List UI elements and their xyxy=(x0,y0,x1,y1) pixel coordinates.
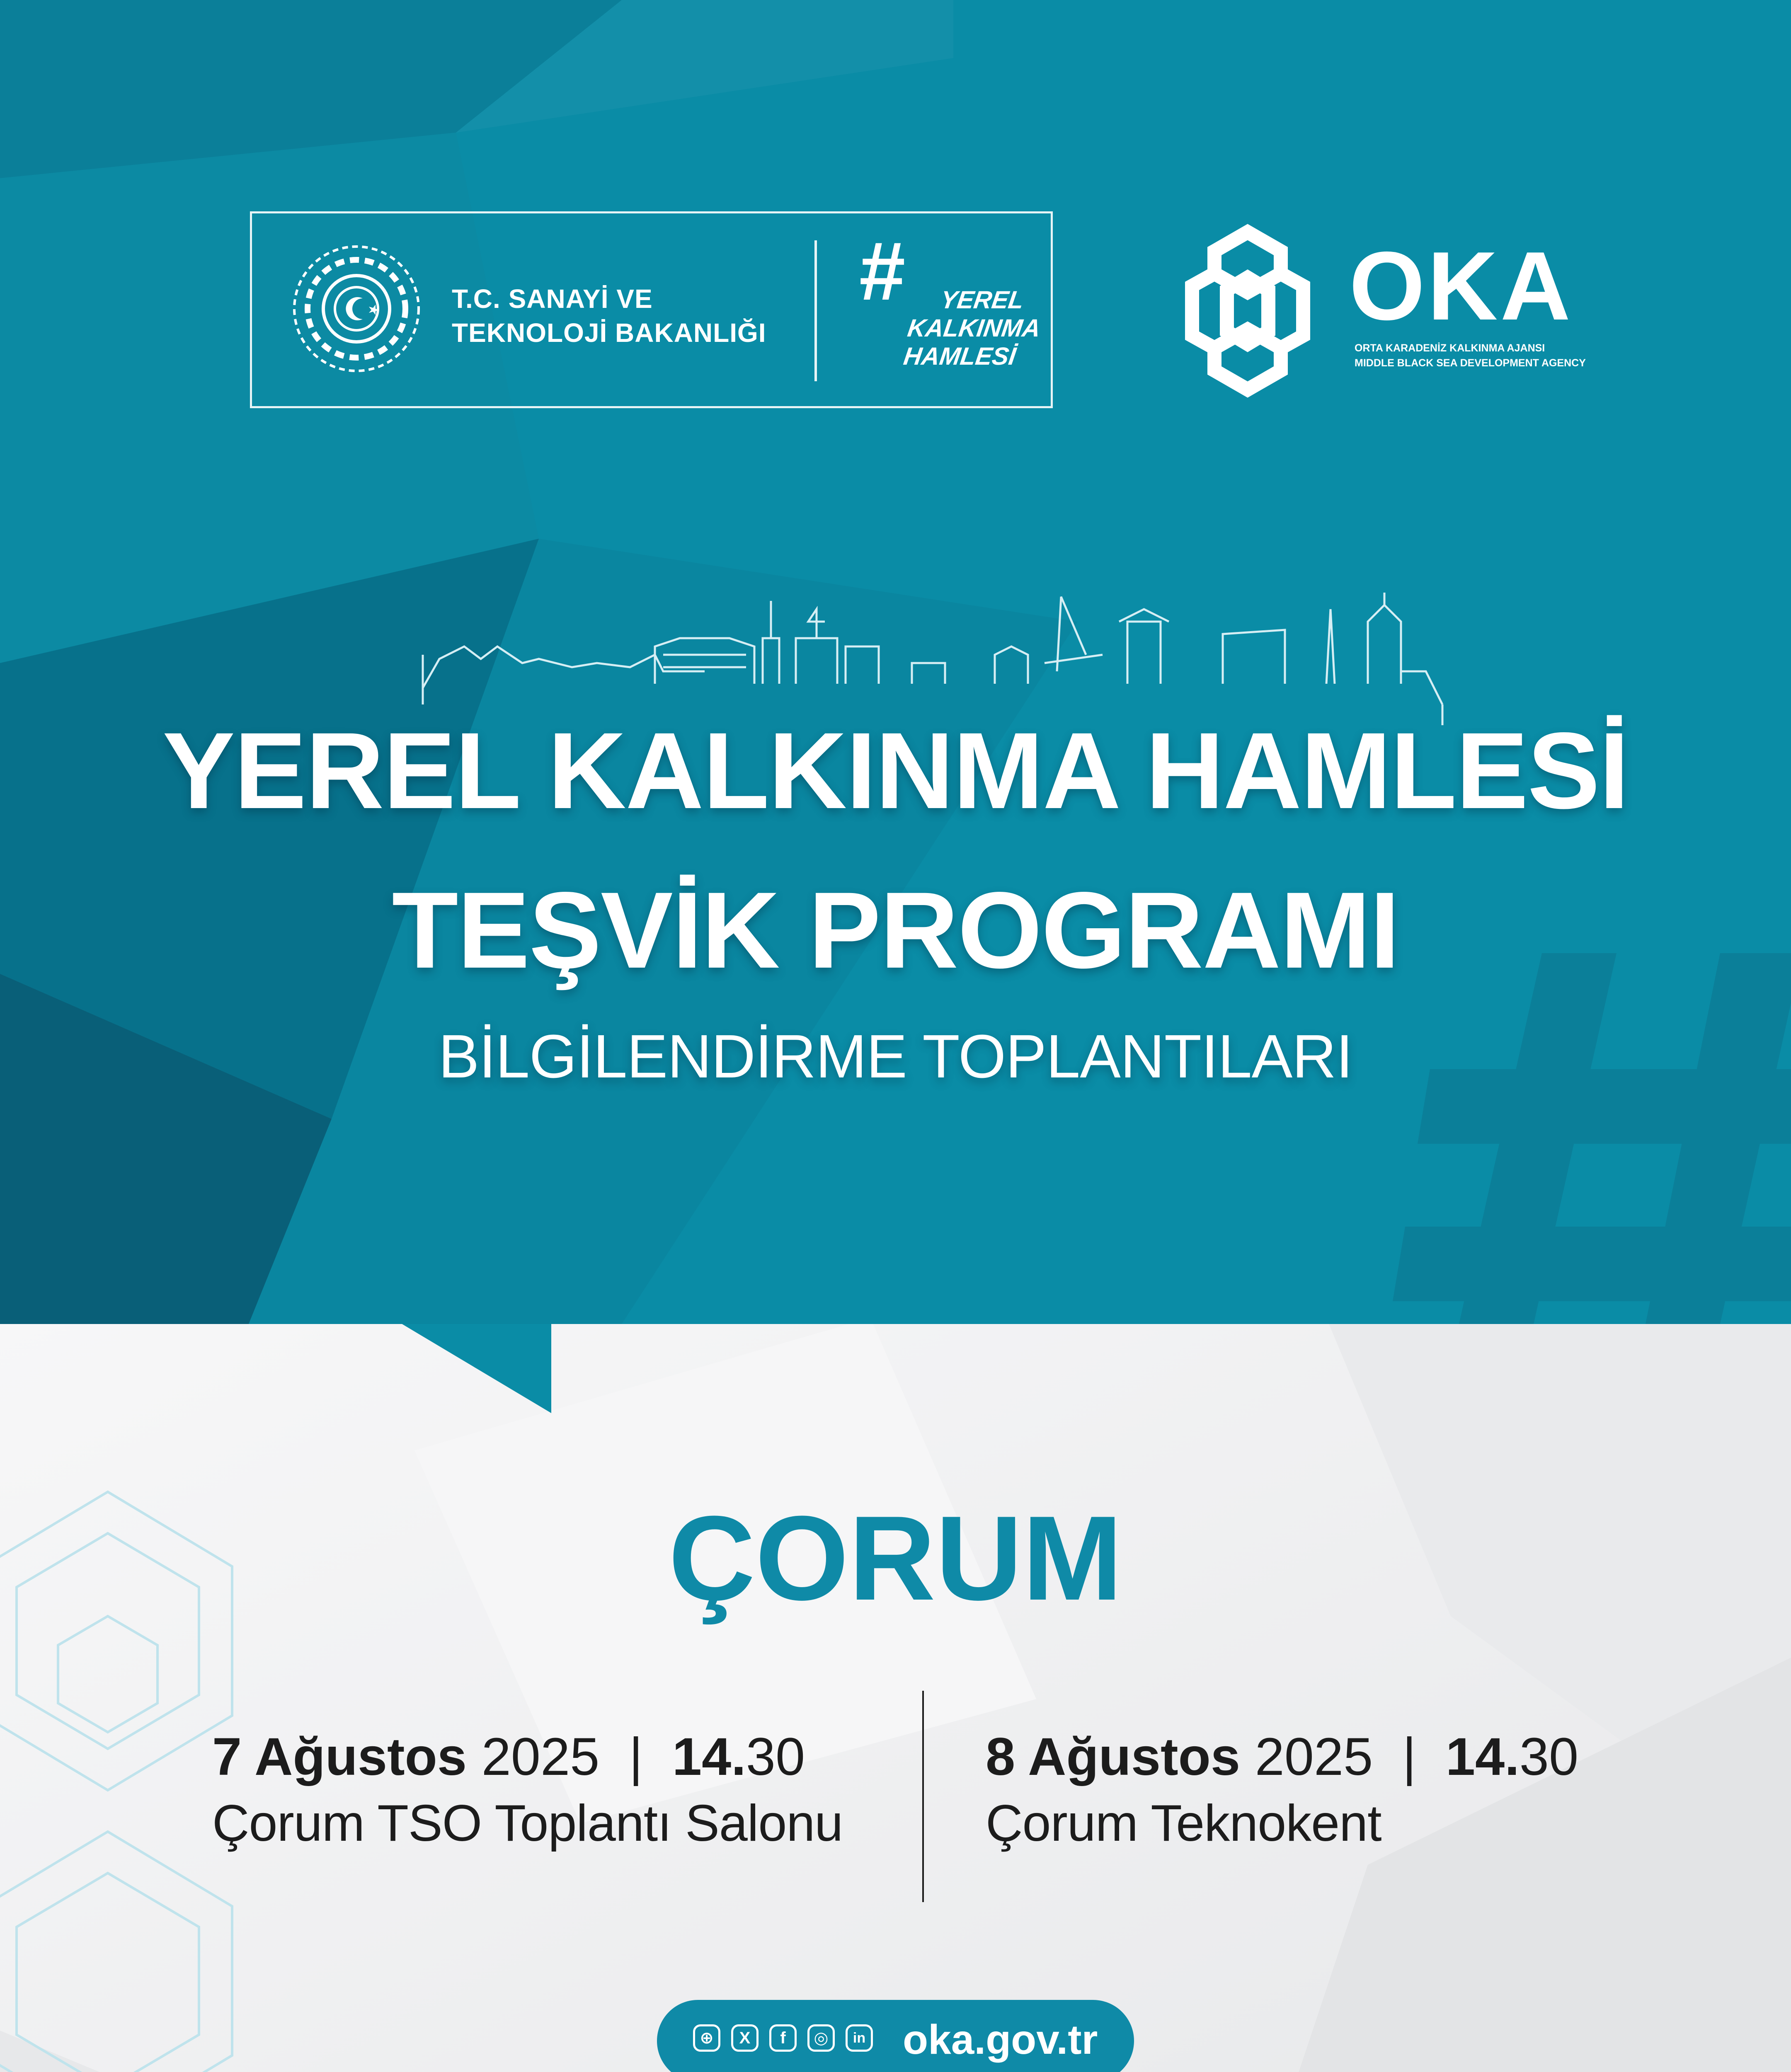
ministry-gear-emblem-icon xyxy=(290,240,423,377)
ykh-line3: HAMLESİ xyxy=(902,342,1018,370)
logo-divider xyxy=(814,240,817,381)
oka-wordmark: OKA xyxy=(1349,231,1573,340)
event-1 xyxy=(212,1724,843,1857)
event-2-hour: 14. xyxy=(1445,1727,1520,1786)
event-2 xyxy=(986,1724,1578,1857)
ykh-line1: YEREL xyxy=(938,286,1026,314)
x-icon[interactable]: X xyxy=(731,2024,759,2052)
event-1-minute: 30 xyxy=(746,1727,805,1786)
event-2-day: 8 Ağustos xyxy=(986,1727,1240,1786)
facebook-icon[interactable]: f xyxy=(769,2024,797,2052)
event-1-year: 2025 xyxy=(481,1727,600,1786)
ministry-name xyxy=(452,282,766,350)
website-link[interactable]: oka.gov.tr xyxy=(903,2016,1098,2063)
event-2-separator: | xyxy=(1402,1727,1416,1786)
web-icon[interactable]: ⊕ xyxy=(693,2024,720,2052)
event-1-day: 7 Ağustos xyxy=(212,1727,467,1786)
linkedin-icon[interactable]: in xyxy=(846,2024,873,2052)
oka-subtitle-en: MIDDLE BLACK SEA DEVELOPMENT AGENCY xyxy=(1355,357,1586,369)
event-2-datetime xyxy=(986,1724,1578,1790)
event-1-datetime xyxy=(212,1724,843,1790)
city-name: ÇORUM xyxy=(668,1491,1123,1625)
event-2-venue: Çorum Teknokent xyxy=(986,1795,1381,1852)
oka-geometric-emblem-icon xyxy=(1161,224,1335,398)
event-1-hour: 14. xyxy=(672,1727,746,1786)
oka-subtitle xyxy=(1355,341,1586,370)
hashtag-icon: # xyxy=(858,225,904,317)
ministry-name-line2: TEKNOLOJİ BAKANLIĞI xyxy=(452,318,766,348)
ykh-line2: KALKINMA xyxy=(906,314,1042,342)
event-1-venue: Çorum TSO Toplantı Salonu xyxy=(212,1795,843,1852)
ministry-name-line1: T.C. SANAYİ VE xyxy=(452,284,653,314)
ykh-logo-text xyxy=(902,286,1047,370)
program-subtitle: BİLGİLENDİRME TOPLANTILARI xyxy=(438,1022,1353,1091)
event-2-minute: 30 xyxy=(1519,1727,1579,1786)
event-divider xyxy=(922,1691,924,1902)
program-title-line1: YEREL KALKINMA HAMLESİ xyxy=(162,710,1629,831)
program-title-line2: TEŞVİK PROGRAMI xyxy=(392,869,1399,991)
instagram-icon[interactable]: ◎ xyxy=(807,2024,835,2052)
event-1-separator: | xyxy=(629,1727,643,1786)
oka-subtitle-tr: ORTA KARADENİZ KALKINMA AJANSI xyxy=(1355,342,1545,354)
event-2-year: 2025 xyxy=(1255,1727,1373,1786)
